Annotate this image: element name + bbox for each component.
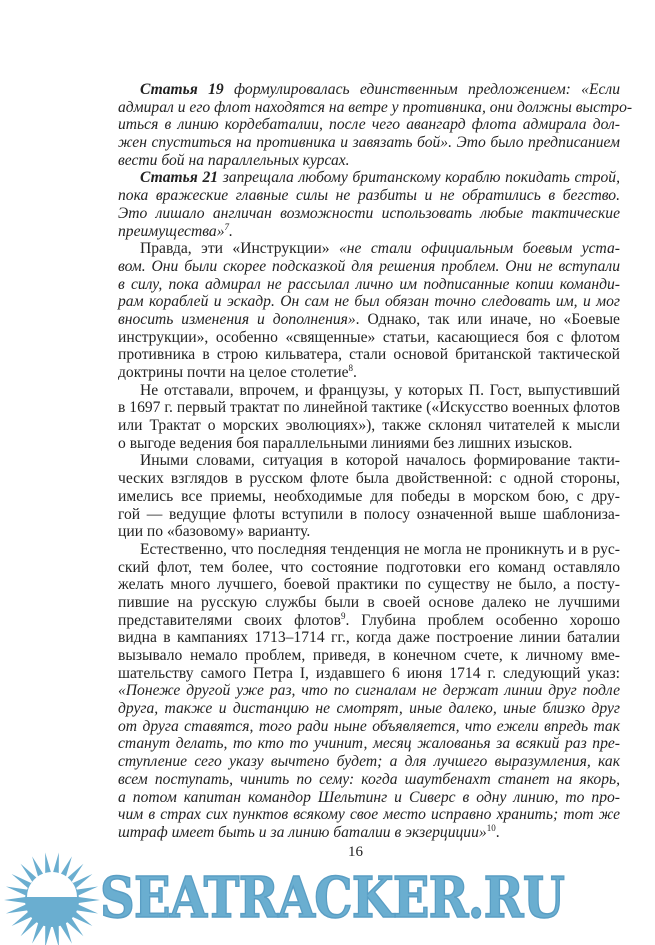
- text-line: [118, 735, 620, 753]
- footnote-ref: 10: [486, 822, 496, 833]
- text-run: Правда, эти «Инструкции»: [140, 240, 339, 258]
- text-line: [118, 629, 620, 647]
- text-run: или Трактат о морских эволюциях»), также склонял читателей к мысли: [118, 417, 620, 435]
- text-line: [118, 541, 620, 559]
- text-line: [118, 523, 620, 541]
- text-run: Статья 19: [140, 81, 224, 98]
- sun-ray: [6, 904, 28, 913]
- text-run: штраф имеет быть и за линию баталии в экзерциции»: [118, 823, 487, 841]
- text-line: [118, 240, 620, 258]
- text-run: . Глубина проблем особенно хорошо: [345, 611, 620, 629]
- text-line: [118, 559, 620, 577]
- text-run: рам кораблей и эскадр. Он сам не был обязан точно следовать им, и мог: [118, 293, 620, 311]
- text-line: [118, 594, 620, 612]
- footnote-ref: 7: [224, 221, 229, 232]
- text-run: «Понеже другой уже раз, что по сигналам не держат линии друг подле: [118, 682, 620, 700]
- text-run: ческих взглядов в русском флоте была двойственной: с одной стороны,: [118, 470, 620, 488]
- text-line: [118, 506, 620, 524]
- text-line: [118, 169, 620, 187]
- text-line: [118, 311, 620, 329]
- text-line: [118, 718, 620, 736]
- text-run: вносить изменения и дополнения»: [118, 310, 356, 328]
- sun-ray: [76, 904, 98, 913]
- text-line: [118, 329, 620, 347]
- text-line: [118, 435, 620, 453]
- text-run: противника в строю кильватера, стали основой британской тактической: [118, 346, 620, 364]
- text-line: [118, 223, 620, 241]
- text-run: всем поступать, чинить по сему: когда шаутбенахт станет на якорь,: [118, 770, 620, 788]
- text-line: [118, 205, 620, 223]
- text-run: формулировалась единственным предложением: «Если: [223, 81, 620, 98]
- sun-ray: [6, 886, 28, 895]
- text-run: Иными словами, ситуация в которой началось формирование такти-: [140, 452, 620, 470]
- text-run: пившие на русскую службы были в своей основе далеко не лучшими: [118, 593, 620, 611]
- text-run: . Однако, так или иначе, но «Боевые: [355, 310, 620, 328]
- text-line: [118, 806, 620, 824]
- sun-ray: [32, 922, 44, 943]
- page-number: 16: [348, 844, 363, 860]
- text-run: адмирал и его флот находятся на ветре у противника, они должны выстро-: [118, 98, 633, 116]
- text-run: .: [495, 823, 500, 841]
- text-line: [118, 612, 620, 630]
- text-run: вести бой на параллельных курсах.: [118, 151, 350, 169]
- sun-ray: [76, 886, 98, 895]
- text-run: имелись все приемы, необходимые для победы в морском бою, с дру-: [118, 487, 620, 505]
- text-run: .: [229, 222, 233, 240]
- text-line: [118, 134, 620, 152]
- sun-icon: [0, 850, 110, 945]
- text-line: [118, 399, 620, 417]
- sun-ray: [53, 925, 59, 945]
- text-line: [118, 488, 620, 506]
- text-run: представителями своих флотов: [118, 611, 341, 629]
- text-run: а потом капитан командор Шельтинг и Сиверс в одну линию, то про-: [118, 788, 620, 806]
- text-run: Не отставали, впрочем, и французы, у которых П. Гост, выпустивший: [140, 381, 620, 399]
- text-run: друга, также и дистанцию не смотрят, иные далеко, иные близко друг: [118, 700, 620, 718]
- text-run: от друга ставятся, того ради ныне объявляется, что ежели впредь так: [118, 717, 620, 735]
- text-line: [118, 452, 620, 470]
- text-run: чим в страх сих пунктов всякому свое место исправно хранить; тот же: [118, 806, 620, 824]
- text-run: в силу, пока адмирал не рассылал лично им подписанные копии команди-: [118, 275, 620, 293]
- text-run: гой — ведущие флоты вступили в полосу означенной выше шаблониза-: [118, 505, 620, 523]
- text-line: [118, 700, 620, 718]
- text-run: ции по «базовому» варианту.: [118, 523, 311, 541]
- footnote-ref: 8: [348, 362, 354, 373]
- text-run: о выгоде ведения боя параллельными линиями без лишних изысков.: [118, 434, 573, 452]
- text-line: [118, 665, 620, 683]
- text-line: [118, 293, 620, 311]
- text-line: [118, 417, 620, 435]
- text-run: доктрины почти на целое столетие: [118, 364, 349, 381]
- text-line: [118, 276, 620, 294]
- sun-ray: [4, 897, 26, 903]
- text-line: [118, 364, 620, 382]
- text-line: [118, 753, 620, 771]
- text-line: [118, 771, 620, 789]
- text-run: видна в кампаниях 1713–1714 гг., когда даже построение линии баталии: [118, 629, 620, 647]
- text-line: [118, 81, 620, 99]
- text-line: [118, 382, 620, 400]
- text-run: .: [353, 364, 357, 381]
- text-run: ступление сего указу вычтено будет; а для лучшего выразумления, как: [118, 753, 620, 771]
- text-line: [118, 152, 620, 170]
- text-run: вызывало немало проблем, приведя, в конечном счете, к личному вме-: [118, 647, 620, 664]
- text-line: [118, 116, 620, 134]
- sun-ray: [78, 897, 100, 903]
- text-run: «не стали официальным боевым уста-: [338, 240, 621, 258]
- text-run: Это лишало англичан возможности использовать любые тактические: [118, 204, 620, 222]
- footnote-ref: 9: [340, 610, 346, 621]
- watermark-text: SEATRACKER.RU: [100, 865, 564, 931]
- text-line: [118, 258, 620, 276]
- text-line: [118, 187, 620, 205]
- text-line: [118, 789, 620, 807]
- text-line: [118, 682, 620, 700]
- text-run: в 1697 г. первый трактат по линейной тактике («Искусство военных флотов: [118, 399, 620, 417]
- text-line: [118, 647, 620, 665]
- text-run: ский флот, тем более, что состояние подготовки его команд оставляло: [118, 558, 620, 576]
- text-run: инструкции», особенно «священные» статьи, касающиеся боя с флотом: [118, 328, 620, 346]
- text-run: станут делать, то кто то учинит, месяц жалованья за всякий раз пре-: [118, 735, 620, 753]
- sun-ray: [53, 852, 59, 874]
- text-run: жен спуститься на противника и завязать бой». Это было предписанием: [118, 134, 620, 152]
- text-line: [118, 576, 620, 594]
- text-run: Естественно, что последняя тенденция не могла не проникнуть и в рус-: [140, 540, 620, 558]
- text-run: иться в линию кордебаталии, после чего авангард флота адмирала дол-: [118, 116, 620, 134]
- text-run: преимущества»: [118, 222, 225, 240]
- text-run: желать много лучшего, боевой практики по существу не было, а посту-: [118, 576, 620, 594]
- text-run: запрещала любому британскому кораблю покидать строй,: [218, 169, 620, 187]
- text-run: вом. Они были скорее подсказкой для решения проблем. Они не вступали: [118, 257, 620, 275]
- text-line: [118, 346, 620, 364]
- text-line: [118, 824, 620, 842]
- sun-ray: [60, 922, 72, 943]
- sun-ray: [45, 925, 51, 945]
- sun-ray: [45, 852, 51, 874]
- text-line: [118, 470, 620, 488]
- text-line: [118, 98, 633, 117]
- text-run: пока вражеские главные силы не разбиты и не обратились в бегство.: [118, 187, 620, 205]
- text-run: шательству самого Петра I, издавшего 6 июня 1714 г. следующий указ:: [118, 664, 620, 682]
- page-body: [118, 81, 633, 842]
- text-run: Статья 21: [140, 169, 219, 187]
